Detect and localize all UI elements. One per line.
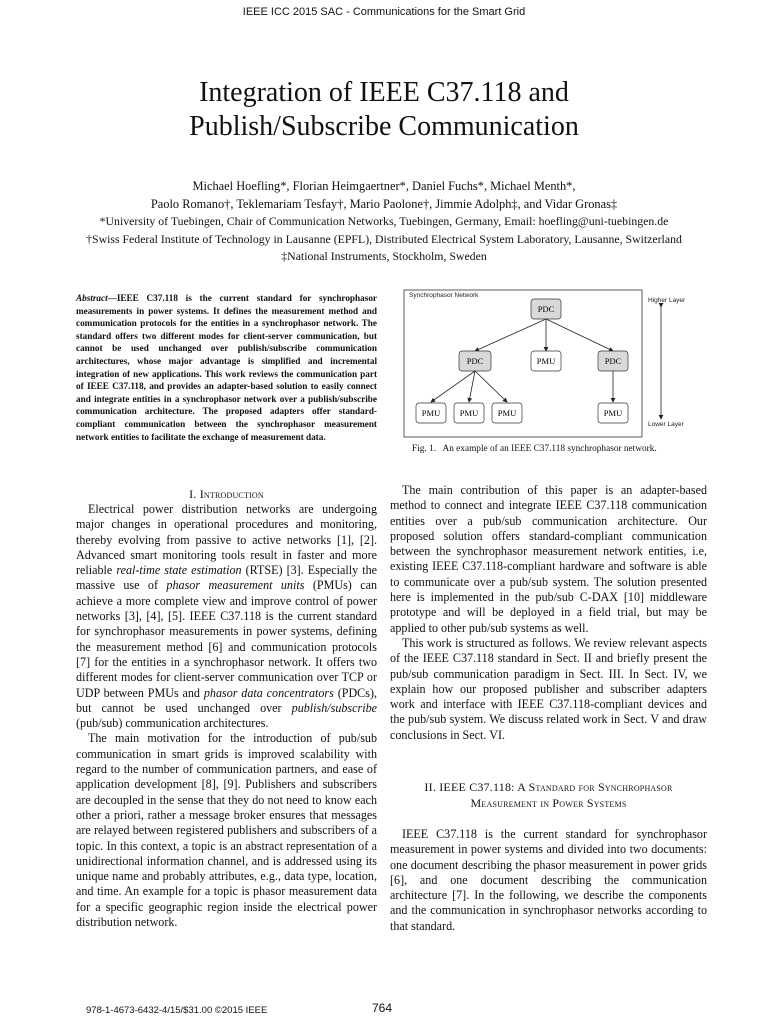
pdc-node-right-label: PDC xyxy=(604,356,622,366)
copyright-footer: 978-1-4673-6432-4/15/$31.00 ©2015 IEEE xyxy=(86,1005,268,1016)
right-paragraph-1: The main contribution of this paper is an adapter-based method to connect and integrate IEEE C37.118 communication entities over a pub/sub communication architecture. Our proposed solution offers standard-compliant communication between the synchrophasor measurement network entities, i.e, existing IEEE C37.118-compliant hardware and software is able to communicate over a pub/sub system. The solution presented here is implemented in the pub/sub C-DAX [10] middleware prototype and will be deployed in a field trial, but may be applied to other pub/sub systems as well. xyxy=(390,483,707,635)
title-line-2: Publish/Subscribe Communication xyxy=(189,111,579,142)
abstract-text: —IEEE C37.118 is the current standard for synchrophasor measurements in power systems. It defines the measurement method and communication protocols for the entities in a synchrophasor network. The standard offers two different modes for client-server communication, but cannot be used unchanged over publish/subscribe communication architectures, whose major advantage is simplified and incremental integration of new applications. This work reviews the communication part of IEEE C37.118, and provides an adapter-based solution to easily connect and integrate entities in a synchrophasor network over a publish/subscribe communication architecture. The proposed adapters offer standard-compliant communication between the synchrophasor measurement network entities to facilitate the exchange of measurement data. xyxy=(76,293,377,442)
pmu-node-2-label: PMU xyxy=(459,408,479,418)
network-label: Synchrophasor Network xyxy=(409,292,479,299)
pmu-node-1-label: PMU xyxy=(421,408,441,418)
figure-caption: Fig. 1. An example of an IEEE C37.118 synchrophasor network. xyxy=(412,444,657,454)
higher-layer-label: Higher Layer xyxy=(648,297,686,304)
affiliation-3: ‡National Instruments, Stockholm, Sweden xyxy=(281,249,487,263)
section-2-heading-line-1: II. IEEE C37.118: A Standard for Synchrophasor xyxy=(424,780,673,794)
lower-layer-label: Lower Layer xyxy=(648,421,684,428)
authors-line-1: Michael Hoefling*, Florian Heimgaertner*, Daniel Fuchs*, Michael Menth*, xyxy=(192,179,576,193)
affiliation-1: *University of Tuebingen, Chair of Communication Networks, Tuebingen, Germany, Email: hoefling@uni-tuebingen.de xyxy=(99,214,669,228)
synchrophasor-network-diagram xyxy=(402,285,697,447)
section-1-paragraph-2: The main motivation for the introduction of pub/sub communication in smart grids is improved scalability with regard to the number of communication partners, and ease of application development [8], [9]. Publishers and subscribers are decoupled in the sense that they do not need to know each other a priori, rather a message broker ensures that messages are relayed between registered publishers and subscribers of a topic. In this context, a topic is an abstract representation of a unidirectional information channel, and is addressed using its unique name and probably attributes, e.g., data type, location, and time. An example for a topic is phasor measurement data for a specific geographic region inside the electrical power distribution network. xyxy=(76,731,377,930)
affiliation-2: †Swiss Federal Institute of Technology in Lausanne (EPFL), Distributed Electrical System Laboratory, Lausanne, Switzerland xyxy=(86,231,682,246)
pmu-node-3-label: PMU xyxy=(497,408,517,418)
figure-1 xyxy=(402,285,697,447)
section-2-heading-line-2: Measurement in Power Systems xyxy=(470,796,627,810)
author-block xyxy=(0,178,768,266)
section-1-paragraph-1: Electrical power distribution networks are undergoing major changes in operational procedures and monitoring, thereby evolving from passive to active networks [1], [2]. Advanced smart monitoring tools result in faster and more reliable real-time state estimation (RTSE) [3]. Especially the massive use of phasor measurement units (PMUs) can achieve a more complete view and improve control of power networks [3], [4], [5]. IEEE C37.118 is the current standard for synchrophasor measurements in power systems, defining the measurement method [6] and communication protocols [7] for the entities in a synchrophasor network. It offers two different modes for client-server communication over TCP or UDP between PMUs and phasor data concentrators (PDCs), but cannot be used unchanged over publish/subscribe (pub/sub) communication architectures. xyxy=(76,502,378,731)
pdc-node-top-label: PDC xyxy=(537,304,555,314)
right-column-intro xyxy=(390,483,707,743)
right-paragraph-2: This work is structured as follows. We review relevant aspects of the IEEE C37.118 standard in Sect. II and briefly present the pub/sub communication paradigm in Sect. III. In Sect. IV, we explain how our proposed publisher and subscriber adapters work and interface with IEEE C37.118-compliant devices and the pub/sub system. We discuss related work in Sect. V and draw conclusions in Sect. VI. xyxy=(390,635,707,742)
pdc-node-left-label: PDC xyxy=(466,356,484,366)
paper-title xyxy=(0,76,768,144)
pmu-node-middle-label: PMU xyxy=(536,356,556,366)
section-2-paragraph-1: IEEE C37.118 is the current standard for synchrophasor measurement in power systems and divided into two documents: one document describing the phasor measurement in power grids [6], and one document describing the communication architecture [7]. In the following, we describe the components and the communication in synchrophasor networks according to that standard. xyxy=(390,827,707,933)
running-header: IEEE ICC 2015 SAC - Communications for the Smart Grid xyxy=(242,6,526,18)
section-2-body xyxy=(390,827,707,934)
section-1-heading: I. Introduction xyxy=(189,487,264,501)
abstract xyxy=(76,292,377,443)
pmu-node-4-label: PMU xyxy=(603,408,623,418)
section-1-body xyxy=(76,502,377,930)
title-line-1: Integration of IEEE C37.118 and xyxy=(199,77,569,108)
authors-line-2: Paolo Romano†, Teklemariam Tesfay†, Mario Paolone†, Jimmie Adolph‡, and Vidar Gronas‡ xyxy=(150,196,618,211)
section-2-heading xyxy=(390,779,707,811)
abstract-label: Abstract xyxy=(76,293,108,303)
page-number: 764 xyxy=(372,1001,393,1015)
